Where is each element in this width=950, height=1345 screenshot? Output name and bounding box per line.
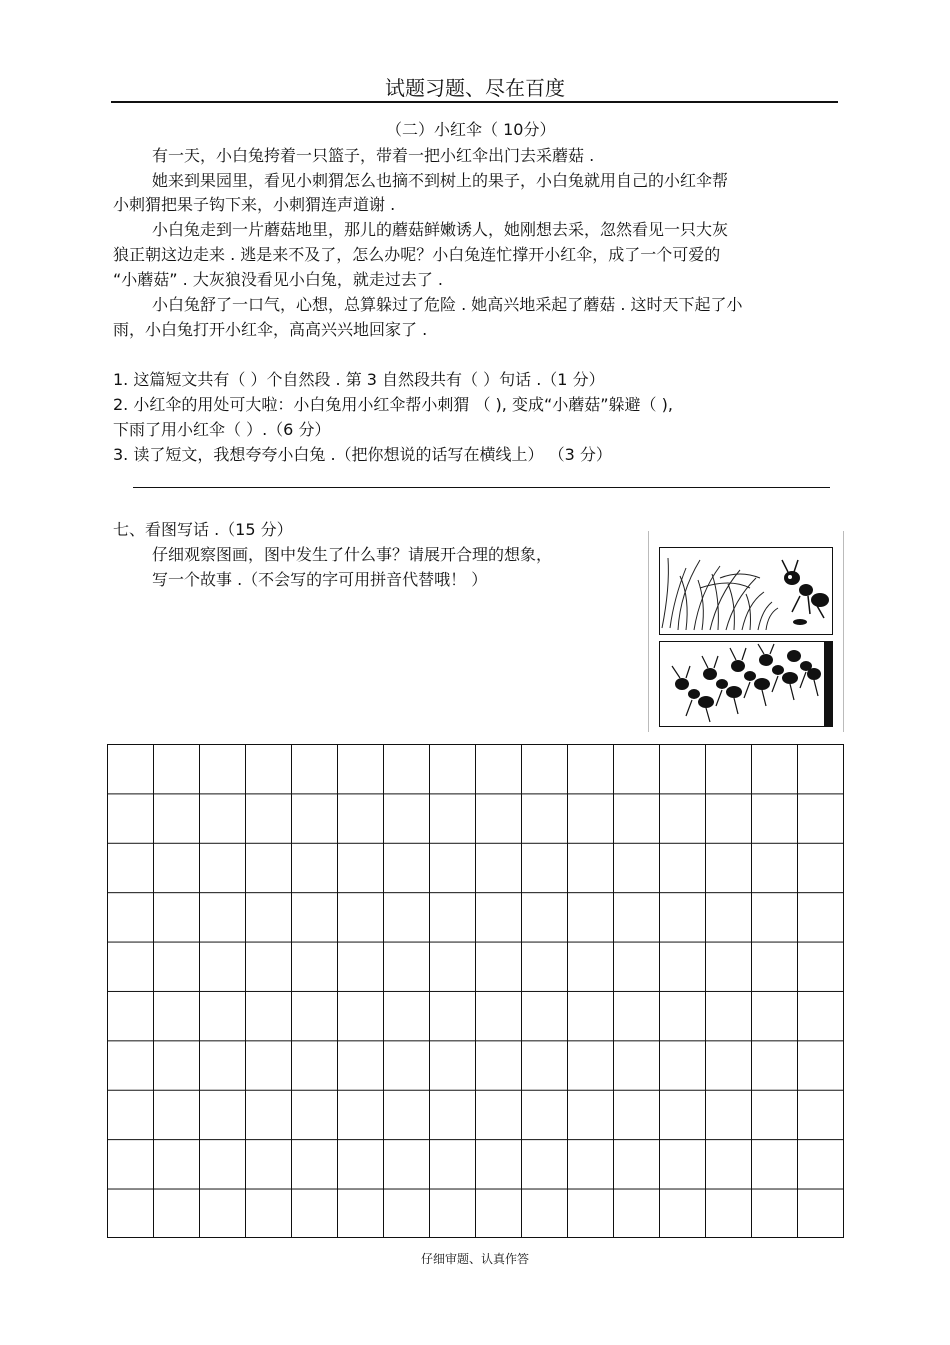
question-1: 1. 这篇短文共有（ ）个自然段 . 第 3 自然段共有（ ）句话 .（1 分） [113,370,605,389]
passage-line: 她来到果园里，看见小刺猬怎么也摘不到树上的果子，小白兔就用自己的小红伞帮 [152,171,729,190]
page-footer: 仔细审题、认真作答 [420,1252,529,1266]
passage-line: 小白兔走到一片蘑菇地里，那儿的蘑菇鲜嫩诱人，她刚想去采，忽然看见一只大灰 [152,220,729,239]
passage-line: “小蘑菇” . 大灰狼没看见小白兔，就走过去了 . [113,270,444,289]
passage-line: 小白兔舒了一口气，心想，总算躲过了危险 . 她高兴地采起了蘑菇 . 这时天下起了小 [152,295,743,314]
question-2-continued: 下雨了用小红伞（ ）.（6 分） [113,420,331,439]
passage-line: 小刺猬把果子钩下来，小刺猬连声道谢 . [113,195,396,214]
section2-title: （二）小红伞（ 10分） [386,120,556,139]
question-2: 2. 小红伞的用处可大啦：小白兔用小红伞帮小刺猬 （ ), 变成“小蘑菇”躲避（ ), [113,395,673,414]
section7-instruction: 仔细观察图画，图中发生了什么事？请展开合理的想象， [152,545,553,564]
passage-line: 狼正朝这边走来 . 逃是来不及了，怎么办呢？小白兔连忙撑开小红伞，成了一个可爱的 [113,245,721,264]
ant-grass-panel [659,547,833,635]
passage-line: 有一天，小白兔挎着一只篮子，带着一把小红伞出门去采蘑菇 . [152,146,595,165]
section7-title: 七、看图写话 .（15 分） [113,520,293,539]
answer-line[interactable] [133,487,830,488]
section7-instruction: 写一个故事 .（不会写的字可用拼音代替哦！ ） [152,570,488,589]
passage-line: 雨，小白兔打开小红伞，高高兴兴地回家了 . [113,320,428,339]
question-3: 3. 读了短文，我想夸夸小白兔 .（把你想说的话写在横线上） （3 分） [113,445,612,464]
writing-grid[interactable] [107,744,844,1238]
header-rule [111,101,838,103]
page-header-title: 试题习题、尽在百度 [385,76,565,100]
ant-group-panel [659,641,833,727]
ant-illustration [648,531,844,732]
